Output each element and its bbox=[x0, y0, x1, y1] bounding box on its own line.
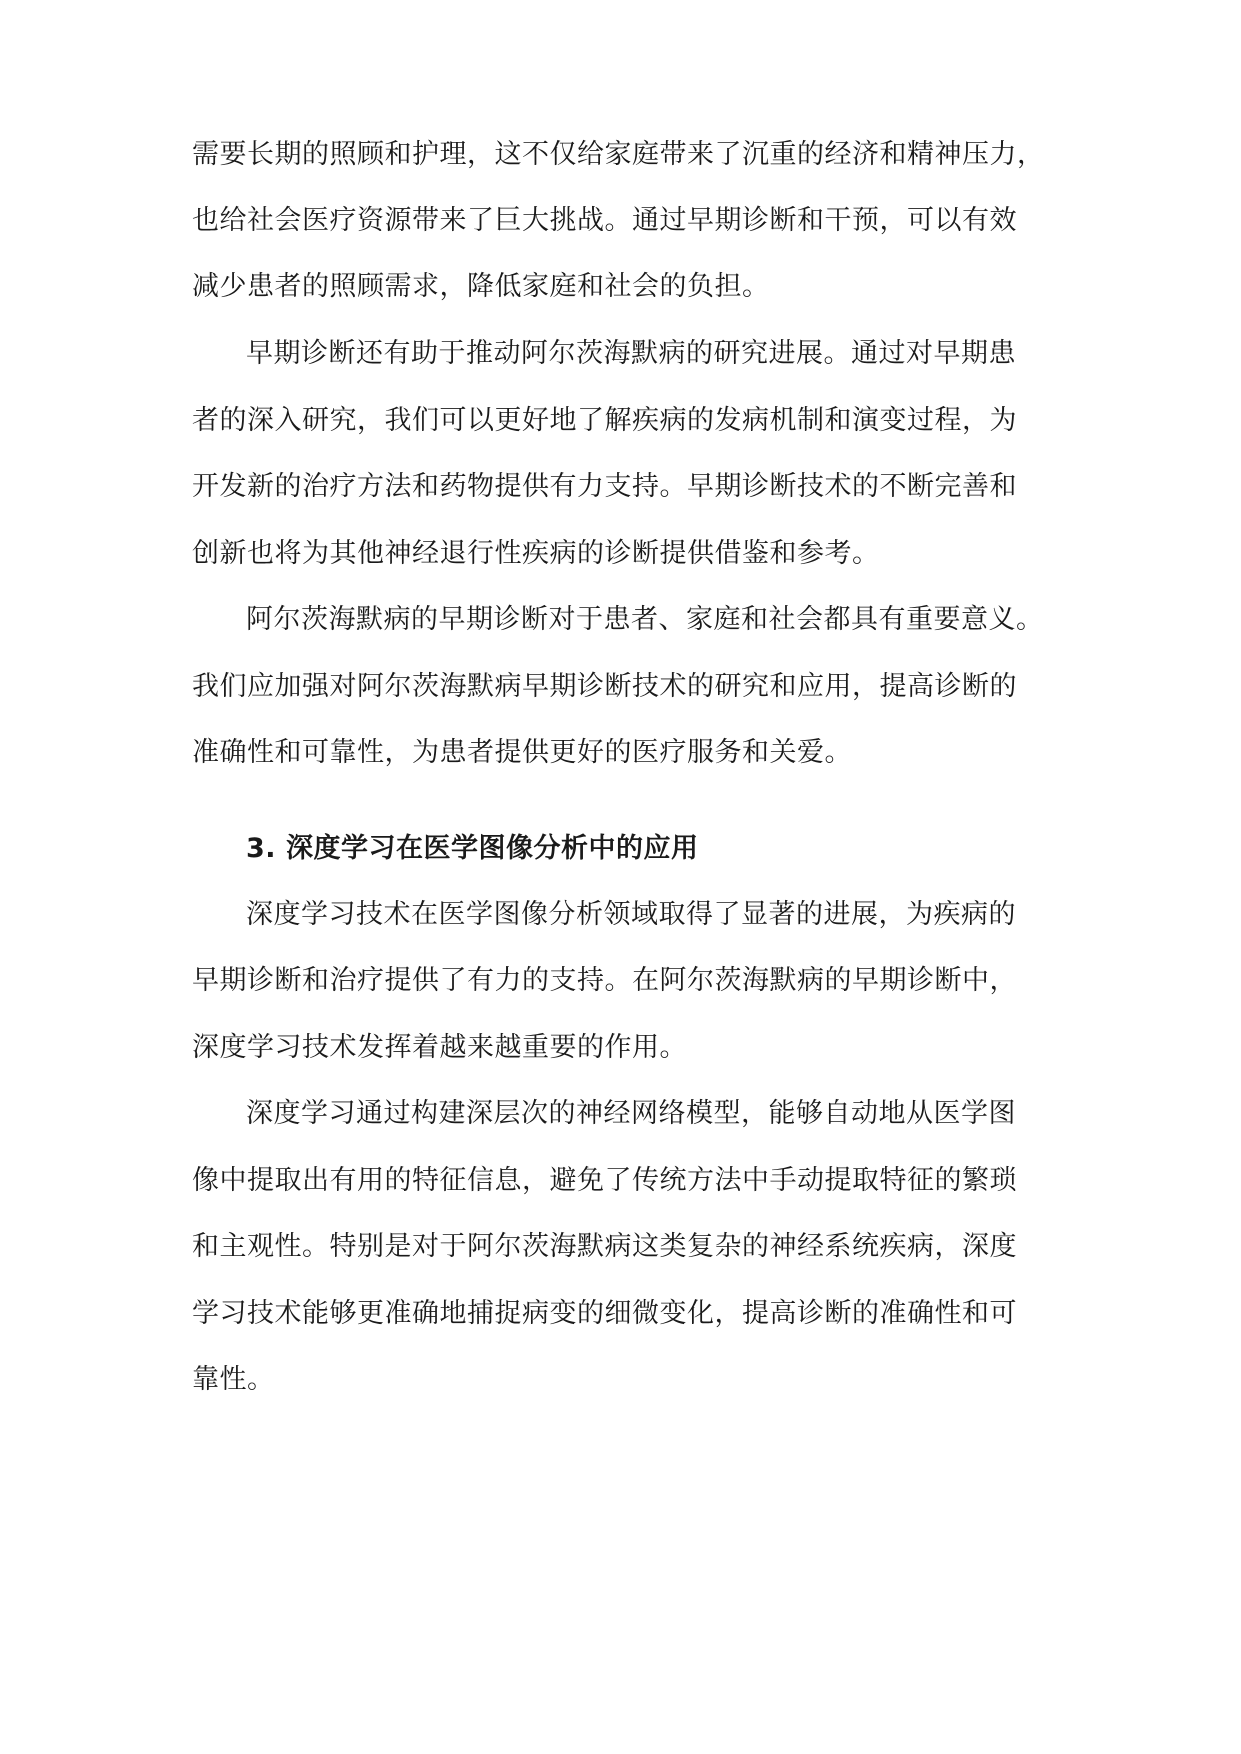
paragraph-2-line-2: 者的深入研究，我们可以更好地了解疾病的发病机制和演变过程，为 bbox=[192, 405, 1017, 436]
paragraph-3-line-3: 准确性和可靠性，为患者提供更好的医疗服务和关爱。 bbox=[192, 737, 852, 768]
section-paragraph-1-line-2: 早期诊断和治疗提供了有力的支持。在阿尔茨海默病的早期诊断中， bbox=[192, 965, 1017, 996]
paragraph-2-line-3: 开发新的治疗方法和药物提供有力支持。早期诊断技术的不断完善和 bbox=[192, 471, 1017, 502]
section-paragraph-2-line-5: 靠性。 bbox=[192, 1364, 275, 1395]
paragraph-3-line-2: 我们应加强对阿尔茨海默病早期诊断技术的研究和应用，提高诊断的 bbox=[192, 671, 1017, 702]
section-paragraph-2-line-1: 深度学习通过构建深层次的神经网络模型，能够自动地从医学图 bbox=[246, 1098, 1016, 1129]
section-paragraph-2-line-2: 像中提取出有用的特征信息，避免了传统方法中手动提取特征的繁琐 bbox=[192, 1165, 1017, 1196]
paragraph-1-line-2: 也给社会医疗资源带来了巨大挑战。通过早期诊断和干预，可以有效 bbox=[192, 205, 1017, 236]
paragraph-1-line-1: 需要长期的照顾和护理，这不仅给家庭带来了沉重的经济和精神压力， bbox=[192, 139, 1045, 170]
paragraph-2-line-1: 早期诊断还有助于推动阿尔茨海默病的研究进展。通过对早期患 bbox=[246, 338, 1016, 369]
section-paragraph-2-line-4: 学习技术能够更准确地捕捉病变的细微变化，提高诊断的准确性和可 bbox=[192, 1298, 1017, 1329]
section-paragraph-1-line-1: 深度学习技术在医学图像分析领域取得了显著的进展，为疾病的 bbox=[246, 899, 1016, 930]
paragraph-3-line-1: 阿尔茨海默病的早期诊断对于患者、家庭和社会都具有重要意义。 bbox=[246, 604, 1044, 635]
section-heading: 3. 深度学习在医学图像分析中的应用 bbox=[246, 833, 699, 864]
paragraph-1-line-3: 减少患者的照顾需求，降低家庭和社会的负担。 bbox=[192, 271, 770, 302]
paragraph-2-line-4: 创新也将为其他神经退行性疾病的诊断提供借鉴和参考。 bbox=[192, 538, 880, 569]
section-paragraph-2-line-3: 和主观性。特别是对于阿尔茨海默病这类复杂的神经系统疾病，深度 bbox=[192, 1231, 1017, 1262]
section-paragraph-1-line-3: 深度学习技术发挥着越来越重要的作用。 bbox=[192, 1032, 687, 1063]
